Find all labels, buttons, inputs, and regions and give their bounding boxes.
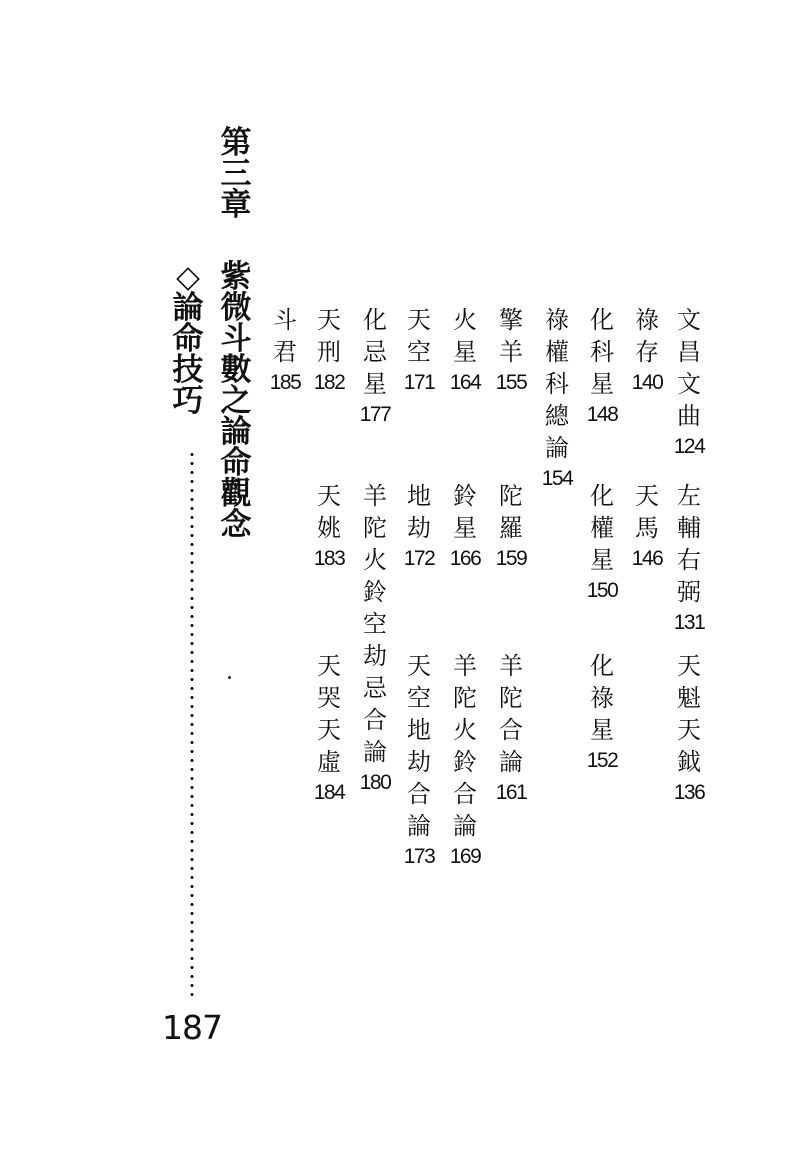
character: 星: [590, 370, 614, 398]
character: 昌: [677, 338, 701, 366]
character: 陀: [363, 514, 387, 542]
character: 陀: [499, 482, 523, 510]
character: 化: [590, 652, 614, 680]
character: 祿: [590, 684, 614, 712]
character: 數: [220, 352, 252, 388]
character: 輔: [677, 514, 701, 542]
chapter-title: [216, 259, 256, 543]
toc-entry[interactable]: 天 魁 天 鉞 136: [666, 650, 712, 808]
character: 劫: [407, 514, 431, 542]
character: 空: [363, 610, 387, 638]
toc-entry[interactable]: 鈴 星 166: [442, 480, 488, 574]
character: 天: [677, 652, 701, 680]
character: 論: [545, 434, 569, 462]
character: 羅: [499, 514, 523, 542]
character: 地: [407, 716, 431, 744]
character: 馬: [635, 514, 659, 542]
character: 斗: [220, 321, 252, 357]
character: 星: [453, 514, 477, 542]
character: 文: [677, 370, 701, 398]
character: 地: [407, 482, 431, 510]
character: 第: [220, 125, 252, 161]
character: 劫: [363, 642, 387, 670]
character: 論: [453, 812, 477, 840]
character: 合: [407, 780, 431, 808]
character: 星: [590, 546, 614, 574]
leader-dots: [190, 450, 194, 1000]
character: 忌: [363, 338, 387, 366]
character: 虛: [317, 748, 341, 776]
character: 化: [590, 482, 614, 510]
toc-entry[interactable]: 左 輔 右 弼 131: [666, 480, 712, 638]
character: 擎: [499, 306, 523, 334]
character: 魁: [677, 684, 701, 712]
character: 祿: [545, 306, 569, 334]
character: 羊: [499, 338, 523, 366]
character: 哭: [317, 684, 341, 712]
character: 鈴: [453, 748, 477, 776]
toc-entry[interactable]: 祿 存 140: [624, 304, 670, 398]
character: 弼: [677, 578, 701, 606]
character: 右: [677, 546, 701, 574]
character: 權: [545, 338, 569, 366]
page-number: 187: [162, 1008, 222, 1047]
character: 火: [363, 546, 387, 574]
character: 星: [363, 370, 387, 398]
character: 鈴: [363, 578, 387, 606]
character: 星: [590, 716, 614, 744]
character: 三: [220, 156, 252, 192]
character: 陀: [453, 684, 477, 712]
toc-entry[interactable]: 天 姚 183: [306, 480, 352, 574]
character: 羊: [453, 652, 477, 680]
toc-entry[interactable]: 擎 羊 155: [488, 304, 534, 398]
character: 左: [677, 482, 701, 510]
toc-entry[interactable]: 羊 陀 火 鈴 空 劫 忌 合 論 180: [352, 480, 398, 798]
character: 合: [499, 716, 523, 744]
character: 曲: [677, 402, 701, 430]
toc-entry[interactable]: 化 科 星 148: [579, 304, 625, 430]
chapter-label: [216, 125, 256, 223]
character: 觀: [220, 476, 252, 512]
character: 斗: [273, 306, 297, 334]
character: 羊: [363, 482, 387, 510]
character: 文: [677, 306, 701, 334]
character: 權: [590, 514, 614, 542]
character: 鈴: [453, 482, 477, 510]
character: 星: [453, 338, 477, 366]
character: 化: [363, 306, 387, 334]
toc-entry[interactable]: 火 星 164: [442, 304, 488, 398]
character: 論: [363, 738, 387, 766]
character: 君: [273, 338, 297, 366]
character: 姚: [317, 514, 341, 542]
toc-entry[interactable]: 陀 羅 159: [488, 480, 534, 574]
character: 天: [317, 716, 341, 744]
toc-entry[interactable]: 天 馬 146: [624, 480, 670, 574]
character: 科: [590, 338, 614, 366]
character: 合: [363, 706, 387, 734]
character: 天: [317, 306, 341, 334]
character: 存: [635, 338, 659, 366]
toc-entry[interactable]: 天 哭 天 虛 184: [306, 650, 352, 808]
toc-entry[interactable]: 文 昌 文 曲 124: [666, 304, 712, 462]
toc-entry[interactable]: 祿 權 科 總 論 154: [534, 304, 580, 494]
character: 鉞: [677, 748, 701, 776]
character: 天: [317, 652, 341, 680]
character: 天: [407, 652, 431, 680]
character: 天: [407, 306, 431, 334]
toc-entry[interactable]: 化 祿 星 152: [579, 650, 625, 776]
toc-entry[interactable]: 化 權 星 150: [579, 480, 625, 606]
character: 巧: [172, 383, 204, 419]
character: 刑: [317, 338, 341, 366]
toc-entry[interactable]: 天 刑 182: [306, 304, 352, 398]
toc-entry[interactable]: 羊 陀 火 鈴 合 論 169: [442, 650, 488, 872]
character: 火: [453, 716, 477, 744]
print-speck: [228, 676, 231, 679]
character: 論: [220, 414, 252, 450]
character: 天: [677, 716, 701, 744]
toc-entry[interactable]: 天 空 地 劫 合 論 173: [396, 650, 442, 872]
character: 念: [220, 507, 252, 543]
toc-entry[interactable]: 天 空 171: [396, 304, 442, 398]
character: 之: [220, 383, 252, 419]
character: 命: [172, 321, 204, 357]
character: ◇: [176, 259, 200, 295]
character: 空: [407, 684, 431, 712]
character: 命: [220, 445, 252, 481]
character: 劫: [407, 748, 431, 776]
character: 論: [499, 748, 523, 776]
character: 祿: [635, 306, 659, 334]
section-title: [168, 259, 208, 419]
character: 紫: [220, 259, 252, 295]
character: 忌: [363, 674, 387, 702]
character: 空: [407, 338, 431, 366]
character: 論: [172, 290, 204, 326]
toc-entry[interactable]: 地 劫 172: [396, 480, 442, 574]
character: 合: [453, 780, 477, 808]
character: 科: [545, 370, 569, 398]
character: 天: [317, 482, 341, 510]
character: 微: [220, 290, 252, 326]
character: 論: [407, 812, 431, 840]
toc-entry[interactable]: 斗 君 185: [262, 304, 308, 398]
character: 羊: [499, 652, 523, 680]
character: 化: [590, 306, 614, 334]
character: 天: [635, 482, 659, 510]
toc-entry[interactable]: 羊 陀 合 論 161: [488, 650, 534, 808]
character: 火: [453, 306, 477, 334]
character: 章: [220, 187, 252, 223]
character: 技: [172, 352, 204, 388]
toc-entry[interactable]: 化 忌 星 177: [352, 304, 398, 430]
character: 總: [545, 402, 569, 430]
character: 陀: [499, 684, 523, 712]
